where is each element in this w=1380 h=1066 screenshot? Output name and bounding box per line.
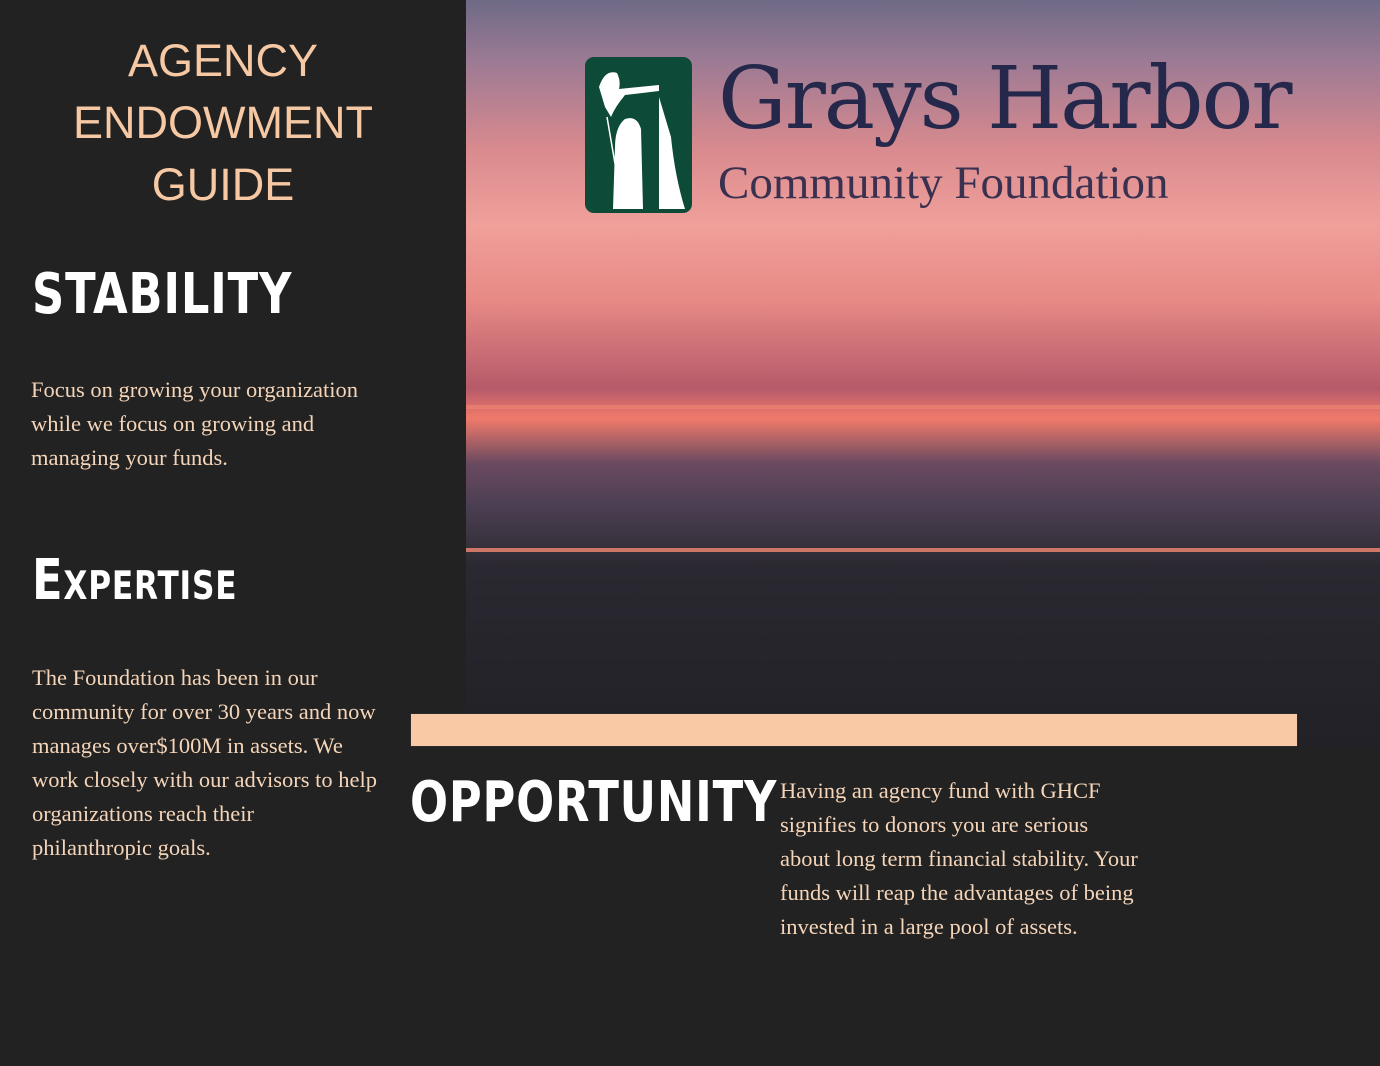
brand-subtitle: Community Foundation — [718, 157, 1169, 209]
opportunity-text: Having an agency fund with GHCF signifies to donors you are serious about long term financial stability. Your funds will reap the advantages of being invested in a large pool of assets. — [780, 778, 1138, 939]
title-line: AGENCY — [127, 35, 319, 86]
opportunity-heading: OPPORTUNITY — [410, 770, 778, 835]
foundation-logo-icon — [585, 57, 692, 213]
water-reflection — [466, 548, 1380, 552]
title-line: GUIDE — [151, 159, 295, 210]
expertise-text: The Foundation has been in our community for over 30 years and now manages over$100M in assets. We work closely with our advisors to help organizations reach their philanthropic goals. — [32, 665, 377, 860]
brand-name: Grays Harbor — [718, 49, 1291, 149]
stability-text: Focus on growing your organization while we focus on growing and managing your funds. — [31, 377, 359, 470]
stability-heading: STABILITY — [32, 262, 293, 327]
guide-title — [0, 30, 446, 216]
expertise-heading: Expertise — [32, 548, 238, 613]
title-line: ENDOWMENT — [73, 97, 373, 148]
accent-bar — [410, 713, 1298, 747]
cloud-band — [466, 405, 1380, 409]
